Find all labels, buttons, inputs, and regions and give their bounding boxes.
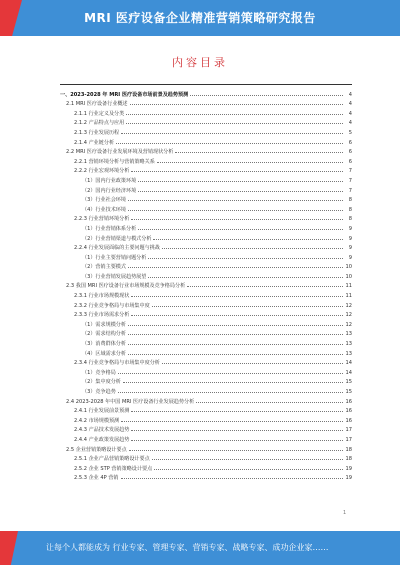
toc-entry[interactable] (60, 251, 352, 261)
toc-entry-page: 10 (345, 273, 352, 280)
toc-entry-text: 2.1.3 行业发展历程 (74, 129, 120, 136)
toc-entry[interactable] (60, 242, 352, 252)
toc-entry-text: 2.2.1 营销环境分析与营销策略关系 (74, 158, 155, 165)
toc-leader-dots (121, 421, 343, 422)
footer-red-accent (0, 531, 18, 565)
toc-entry-page: 12 (345, 312, 352, 319)
toc-entry-text: 2.2.2 行业宏观环境分析 (74, 168, 130, 175)
toc-entry[interactable] (60, 203, 352, 213)
toc-entry[interactable] (60, 194, 352, 204)
toc-entry[interactable] (60, 366, 352, 376)
toc-entry[interactable] (60, 270, 352, 280)
toc-entry[interactable] (60, 174, 352, 184)
toc-entry-text: 2.4.1 行业发展前景预测 (74, 408, 130, 415)
footer-slogan: 让每个人都能成为 行业专家、管理专家、营销专家、战略专家、成功企业家…… (46, 543, 329, 552)
toc-entry-page: 4 (348, 120, 352, 127)
toc-entry[interactable] (60, 433, 352, 443)
toc-entry-page: 13 (345, 341, 352, 348)
toc-entry-text: （3）竞争趋势 (82, 389, 116, 395)
toc-entry[interactable] (60, 107, 352, 117)
toc-entry-text: 2.3.2 行业竞争格局与市场集中度 (74, 302, 150, 309)
toc-leader-dots (196, 402, 343, 403)
toc-entry[interactable] (60, 98, 352, 108)
toc-entry[interactable] (60, 424, 352, 434)
toc-entry[interactable] (60, 357, 352, 367)
toc-leader-dots (123, 382, 343, 383)
toc-entry-page: 11 (345, 293, 352, 300)
toc-entry-page: 16 (345, 398, 352, 405)
toc-entry-text: 2.4.2 市场规模预测 (74, 417, 120, 424)
toc-leader-dots (131, 430, 343, 431)
toc-entry-page: 19 (345, 475, 352, 482)
toc-leader-dots (175, 152, 343, 153)
toc-entry-page: 14 (345, 369, 352, 376)
toc-entry-text: （1）行业营销体系分析 (82, 225, 137, 232)
toc-entry-text: 2.4.3 产品技术发展趋势 (74, 427, 130, 434)
toc-entry[interactable] (60, 280, 352, 290)
toc-entry[interactable] (60, 318, 352, 328)
toc-entry-text: （2）营销主要模式 (82, 264, 126, 271)
toc-entry-page: 12 (345, 321, 352, 328)
toc-entry-text: 一、2023-2028 年 MRI 医疗设备市场前景及趋势预测 (60, 91, 189, 98)
toc-entry-page: 16 (345, 417, 352, 424)
toc-leader-dots (126, 123, 343, 124)
toc-entry-page: 19 (345, 465, 352, 472)
toc-entry[interactable] (60, 347, 352, 357)
toc-leader-dots (162, 248, 343, 249)
toc-entry[interactable] (60, 376, 352, 386)
toc-entry[interactable] (60, 184, 352, 194)
toc-entry-text: 2.5.3 企业 4P 营销 (74, 475, 119, 482)
toc-entry-page: 15 (345, 379, 352, 386)
toc-leader-dots (121, 133, 343, 134)
toc-entry[interactable] (60, 155, 352, 165)
toc-entry[interactable] (60, 222, 352, 232)
toc-entry-page: 7 (348, 187, 352, 194)
toc-leader-dots (128, 354, 343, 355)
toc-entry-page: 6 (348, 158, 352, 165)
toc-entry-text: 2.4 2023-2028 年中国 MRI 医疗设备行业发展趋势分析 (66, 398, 195, 405)
report-title: MRI 医疗设备企业精准营销策略研究报告 (84, 11, 316, 25)
toc-entry-text: （2）需求结构分析 (82, 331, 126, 338)
toc-entry[interactable] (60, 289, 352, 299)
toc-entry-text: 2.2.4 行业发展面临的主要问题与挑战 (74, 245, 160, 252)
toc-leader-dots (131, 440, 343, 441)
toc-entry-page: 8 (348, 216, 352, 223)
toc-entry-text: 2.1.4 产业链分析 (74, 139, 115, 146)
toc-entry-text: 2.3.4 行业竞争格局与市场集中度分析 (74, 360, 160, 367)
toc-entry-page: 18 (345, 456, 352, 463)
toc-entry[interactable] (60, 385, 352, 395)
toc-entry-text: （4）行业技术环境 (82, 206, 126, 213)
toc-entry-page: 7 (348, 177, 352, 184)
toc-leader-dots (148, 277, 343, 278)
toc-entry-page: 13 (345, 350, 352, 357)
toc-entry[interactable] (60, 299, 352, 309)
toc-entry-text: （3）行业营销发展趋势展望 (82, 273, 147, 280)
toc-entry-page: 9 (348, 254, 352, 261)
toc-entry-text: （2）国内行业经济环境 (82, 187, 137, 194)
toc-entry[interactable] (60, 88, 352, 98)
toc-entry-text: （3）消费群体分析 (82, 341, 126, 348)
toc-leader-dots (190, 95, 343, 96)
toc-entry-page: 4 (348, 110, 352, 117)
toc-entry[interactable] (60, 453, 352, 463)
toc-entry-page: 9 (348, 225, 352, 232)
toc-entry[interactable] (60, 414, 352, 424)
header-bar (0, 0, 400, 36)
toc-entry-page: 15 (345, 389, 352, 395)
toc-entry[interactable] (60, 328, 352, 338)
page-number: 1 (343, 510, 347, 516)
toc-entry-page: 9 (348, 235, 352, 242)
toc-heading: 内容目录 (172, 56, 228, 69)
toc-entry-text: 2.5.2 企业 STP 营销策略设计要点 (74, 465, 153, 472)
toc-entry-page: 4 (348, 91, 352, 98)
toc-entry[interactable] (60, 472, 352, 482)
toc-entry-page: 11 (345, 283, 352, 290)
toc-entry-page: 13 (345, 331, 352, 338)
toc-leader-dots (131, 171, 343, 172)
toc-leader-dots (138, 191, 343, 192)
toc-leader-dots (152, 306, 343, 307)
toc-entry[interactable] (60, 136, 352, 146)
toc-leader-dots (128, 334, 343, 335)
toc-entry-page: 16 (345, 408, 352, 415)
toc-entry-text: （4）区域需求分析 (82, 350, 126, 357)
toc-entry-text: （2）集中度分析 (82, 379, 121, 386)
toc-leader-dots (128, 325, 343, 326)
toc-leader-dots (148, 258, 343, 259)
toc-entry-page: 6 (348, 149, 352, 156)
toc-entry-page: 12 (345, 302, 352, 309)
toc-leader-dots (128, 344, 343, 345)
toc-entry-text: 2.1 MRI 医疗设备行业概述 (66, 101, 128, 108)
toc-leader-dots (121, 478, 343, 479)
toc-entry[interactable] (60, 146, 352, 156)
toc-entry-text: 2.1.1 行业定义及分类 (74, 110, 125, 117)
toc-entry-text: （1）竞争格局 (82, 369, 116, 376)
toc-entry[interactable] (60, 462, 352, 472)
toc-entry-text: 2.3.3 行业市场需求分析 (74, 312, 130, 319)
toc-entry-page: 8 (348, 206, 352, 213)
toc-leader-dots (131, 315, 343, 316)
toc-leader-dots (128, 267, 343, 268)
toc-entry-text: 2.3 我国 MRI 医疗设备行业市场规模及竞争格局分析 (66, 283, 186, 290)
toc-leader-dots (118, 373, 343, 374)
toc-entry[interactable] (60, 309, 352, 319)
toc-entry-text: （1）行业主要营销问题分析 (82, 254, 147, 261)
toc-entry-text: （3）行业社会环境 (82, 197, 126, 204)
toc-entry-text: （2）行业营销渠道与模式分析 (82, 235, 152, 242)
toc-leader-dots (130, 104, 343, 105)
toc-entry[interactable] (60, 126, 352, 136)
toc-entry[interactable] (60, 337, 352, 347)
toc-entry-text: 2.2 MRI 医疗设备行业发展环境及营销现状分析 (66, 149, 174, 156)
toc-leader-dots (162, 363, 343, 364)
toc-leader-dots (128, 200, 343, 201)
toc-entry-text: 2.3.1 行业市场规模现状 (74, 293, 130, 300)
toc-entry-text: （1）国内行业政策环境 (82, 177, 137, 184)
toc-entry[interactable] (60, 395, 352, 405)
toc-entry-text: （1）需求规模分析 (82, 321, 126, 328)
toc-entry-page: 7 (348, 168, 352, 175)
toc-leader-dots (187, 286, 343, 287)
table-of-contents (60, 88, 352, 481)
toc-entry[interactable] (60, 232, 352, 242)
toc-entry[interactable] (60, 165, 352, 175)
toc-entry-page: 17 (345, 427, 352, 434)
toc-leader-dots (157, 162, 343, 163)
toc-entry[interactable] (60, 213, 352, 223)
toc-entry-page: 6 (348, 139, 352, 146)
toc-entry-page: 10 (345, 264, 352, 271)
toc-entry-text: 2.1.2 产品特点与应用 (74, 120, 125, 127)
toc-leader-dots (138, 229, 343, 230)
toc-leader-dots (129, 450, 343, 451)
toc-leader-dots (131, 296, 343, 297)
toc-entry[interactable] (60, 405, 352, 415)
toc-entry-text: 2.4.4 产业政策发展趋势 (74, 436, 130, 443)
toc-leader-dots (131, 411, 343, 412)
toc-entry-text: 2.5.1 企业产品营销策略设计要点 (74, 456, 150, 463)
toc-leader-dots (152, 459, 343, 460)
toc-entry-page: 9 (348, 245, 352, 252)
toc-leader-dots (153, 239, 343, 240)
toc-entry[interactable] (60, 443, 352, 453)
toc-entry-page: 5 (348, 129, 352, 136)
footer-bar (0, 531, 400, 565)
toc-leader-dots (128, 210, 343, 211)
toc-divider (60, 84, 352, 85)
toc-entry-page: 14 (345, 360, 352, 367)
toc-entry[interactable] (60, 261, 352, 271)
toc-entry-page: 17 (345, 436, 352, 443)
toc-leader-dots (154, 469, 343, 470)
toc-entry-page: 18 (345, 446, 352, 453)
toc-leader-dots (126, 114, 343, 115)
toc-entry-page: 4 (348, 101, 352, 108)
toc-leader-dots (118, 392, 343, 393)
toc-entry-text: 2.5 企业营销策略设计要点 (66, 446, 127, 453)
toc-leader-dots (138, 181, 343, 182)
toc-leader-dots (116, 143, 343, 144)
toc-entry[interactable] (60, 117, 352, 127)
toc-entry-text: 2.2.3 行业营销环境分析 (74, 216, 130, 223)
toc-entry-page: 8 (348, 197, 352, 204)
toc-leader-dots (131, 219, 343, 220)
